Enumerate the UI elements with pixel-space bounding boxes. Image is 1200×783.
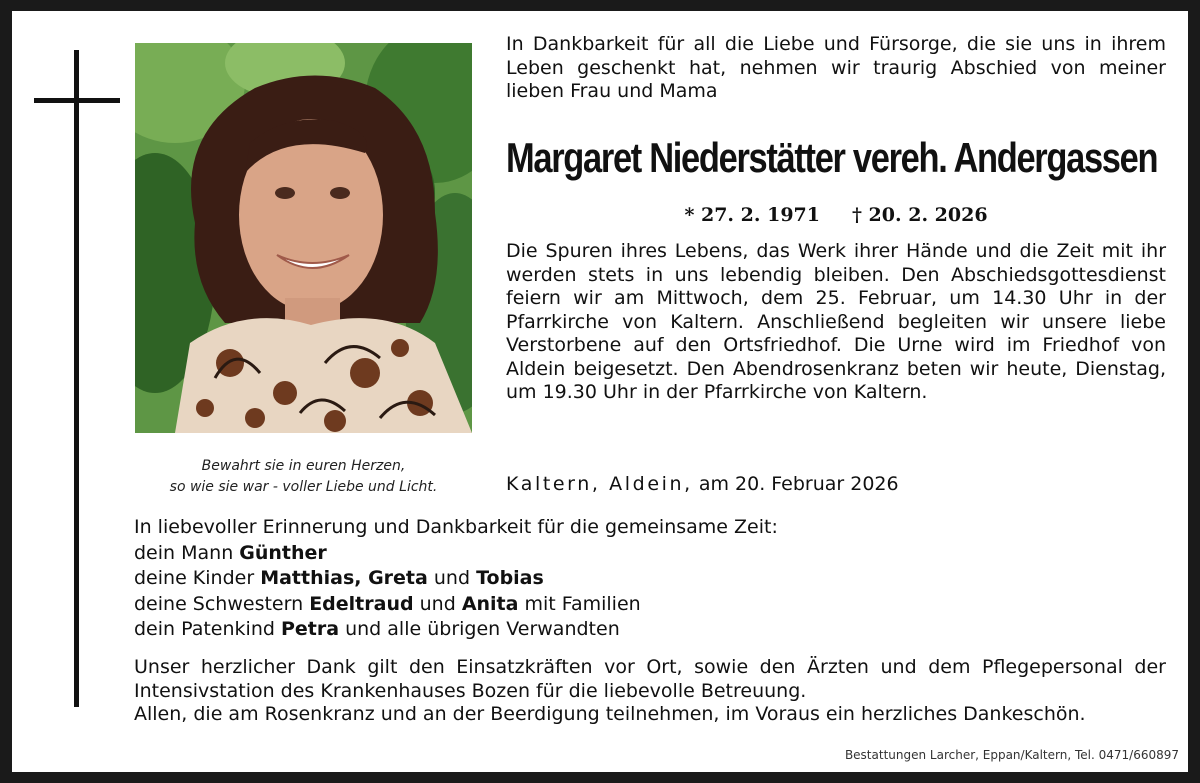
funeral-home-credit: Bestattungen Larcher, Eppan/Kaltern, Tel. 0471/660897 bbox=[844, 748, 1179, 762]
mourner-name: Anita bbox=[461, 592, 519, 615]
caption-line: so wie sie war - voller Liebe und Licht. bbox=[169, 479, 438, 495]
obituary-card bbox=[12, 11, 1188, 772]
mourner-relation: dein Mann bbox=[134, 541, 240, 564]
death-date: † 20. 2. 2026 bbox=[852, 204, 988, 226]
mourners-intro: In liebevoller Erinnerung und Dankbarkeit für die gemeinsame Zeit: bbox=[134, 516, 778, 538]
place-towns: Kaltern, Aldein, bbox=[506, 473, 693, 495]
mourner-line bbox=[134, 566, 894, 592]
mourners-list bbox=[134, 515, 894, 643]
mourner-suffix: und alle übrigen Verwandten bbox=[339, 618, 620, 640]
life-dates bbox=[506, 202, 1166, 228]
funeral-details: Die Spuren ihres Lebens, das Werk ihrer Hände und die Zeit mit ihr werden stets in uns lebendig bleiben. Den Abschiedsgottesdienst feiern wir am Mittwoch, dem 25. Februar, um 14.30 Uhr in der Pfarrkirche von Kaltern. Anschließend begleiten wir unsere liebe Verstorbene auf den Ortsfriedhof. Die Urne wird im Friedhof von Aldein beigesetzt. Den Abendrosenkranz beten wir heute, Dienstag, um 19.30 Uhr in der Pfarrkirche von Kaltern. bbox=[506, 240, 1166, 403]
deceased-name: Margaret Niederstätter vereh. Andergassen bbox=[506, 134, 1158, 181]
photo-caption bbox=[135, 456, 472, 498]
cross-icon-bar bbox=[34, 98, 120, 103]
place-date bbox=[506, 471, 899, 497]
thanks-section bbox=[134, 656, 1166, 727]
portrait-photo bbox=[135, 43, 472, 433]
mourner-name: Matthias, Greta bbox=[260, 567, 428, 589]
mourner-name: Edeltraud bbox=[309, 592, 414, 615]
birth-date: * 27. 2. 1971 bbox=[684, 204, 820, 226]
mourner-suffix: mit Familien bbox=[518, 592, 641, 615]
mourner-line bbox=[134, 541, 894, 567]
mourner-relation: dein Patenkind bbox=[134, 618, 281, 640]
caption-line: Bewahrt sie in euren Herzen, bbox=[201, 458, 406, 474]
mourner-name: Tobias bbox=[476, 567, 544, 589]
intro-text: In Dankbarkeit für all die Liebe und Fürsorge, die sie uns in ihrem Leben geschenkt hat, nehmen wir traurig Abschied von meiner lieben Frau und Mama bbox=[506, 33, 1166, 102]
mourner-conjunction: und bbox=[427, 567, 477, 589]
thanks-paragraph: Allen, die am Rosenkranz und an der Beerdigung teilnehmen, im Voraus ein herzliches Dankeschön. bbox=[134, 703, 1086, 725]
mourner-relation: deine Kinder bbox=[134, 567, 261, 589]
mourner-line bbox=[134, 617, 894, 643]
cross-icon bbox=[74, 50, 79, 707]
mourner-relation: deine Schwestern bbox=[134, 592, 310, 615]
mourner-line bbox=[134, 592, 894, 618]
mourner-name: Petra bbox=[280, 618, 340, 640]
thanks-paragraph: Unser herzlicher Dank gilt den Einsatzkräften vor Ort, sowie den Ärzten und dem Pflegepersonal der Intensivstation des Krankenhauses Bozen für die liebevolle Betreuung. bbox=[134, 656, 1166, 702]
mourner-name: Günther bbox=[239, 541, 327, 564]
place-date-text: am 20. Februar 2026 bbox=[692, 473, 899, 495]
mourner-conjunction: und bbox=[413, 592, 462, 615]
